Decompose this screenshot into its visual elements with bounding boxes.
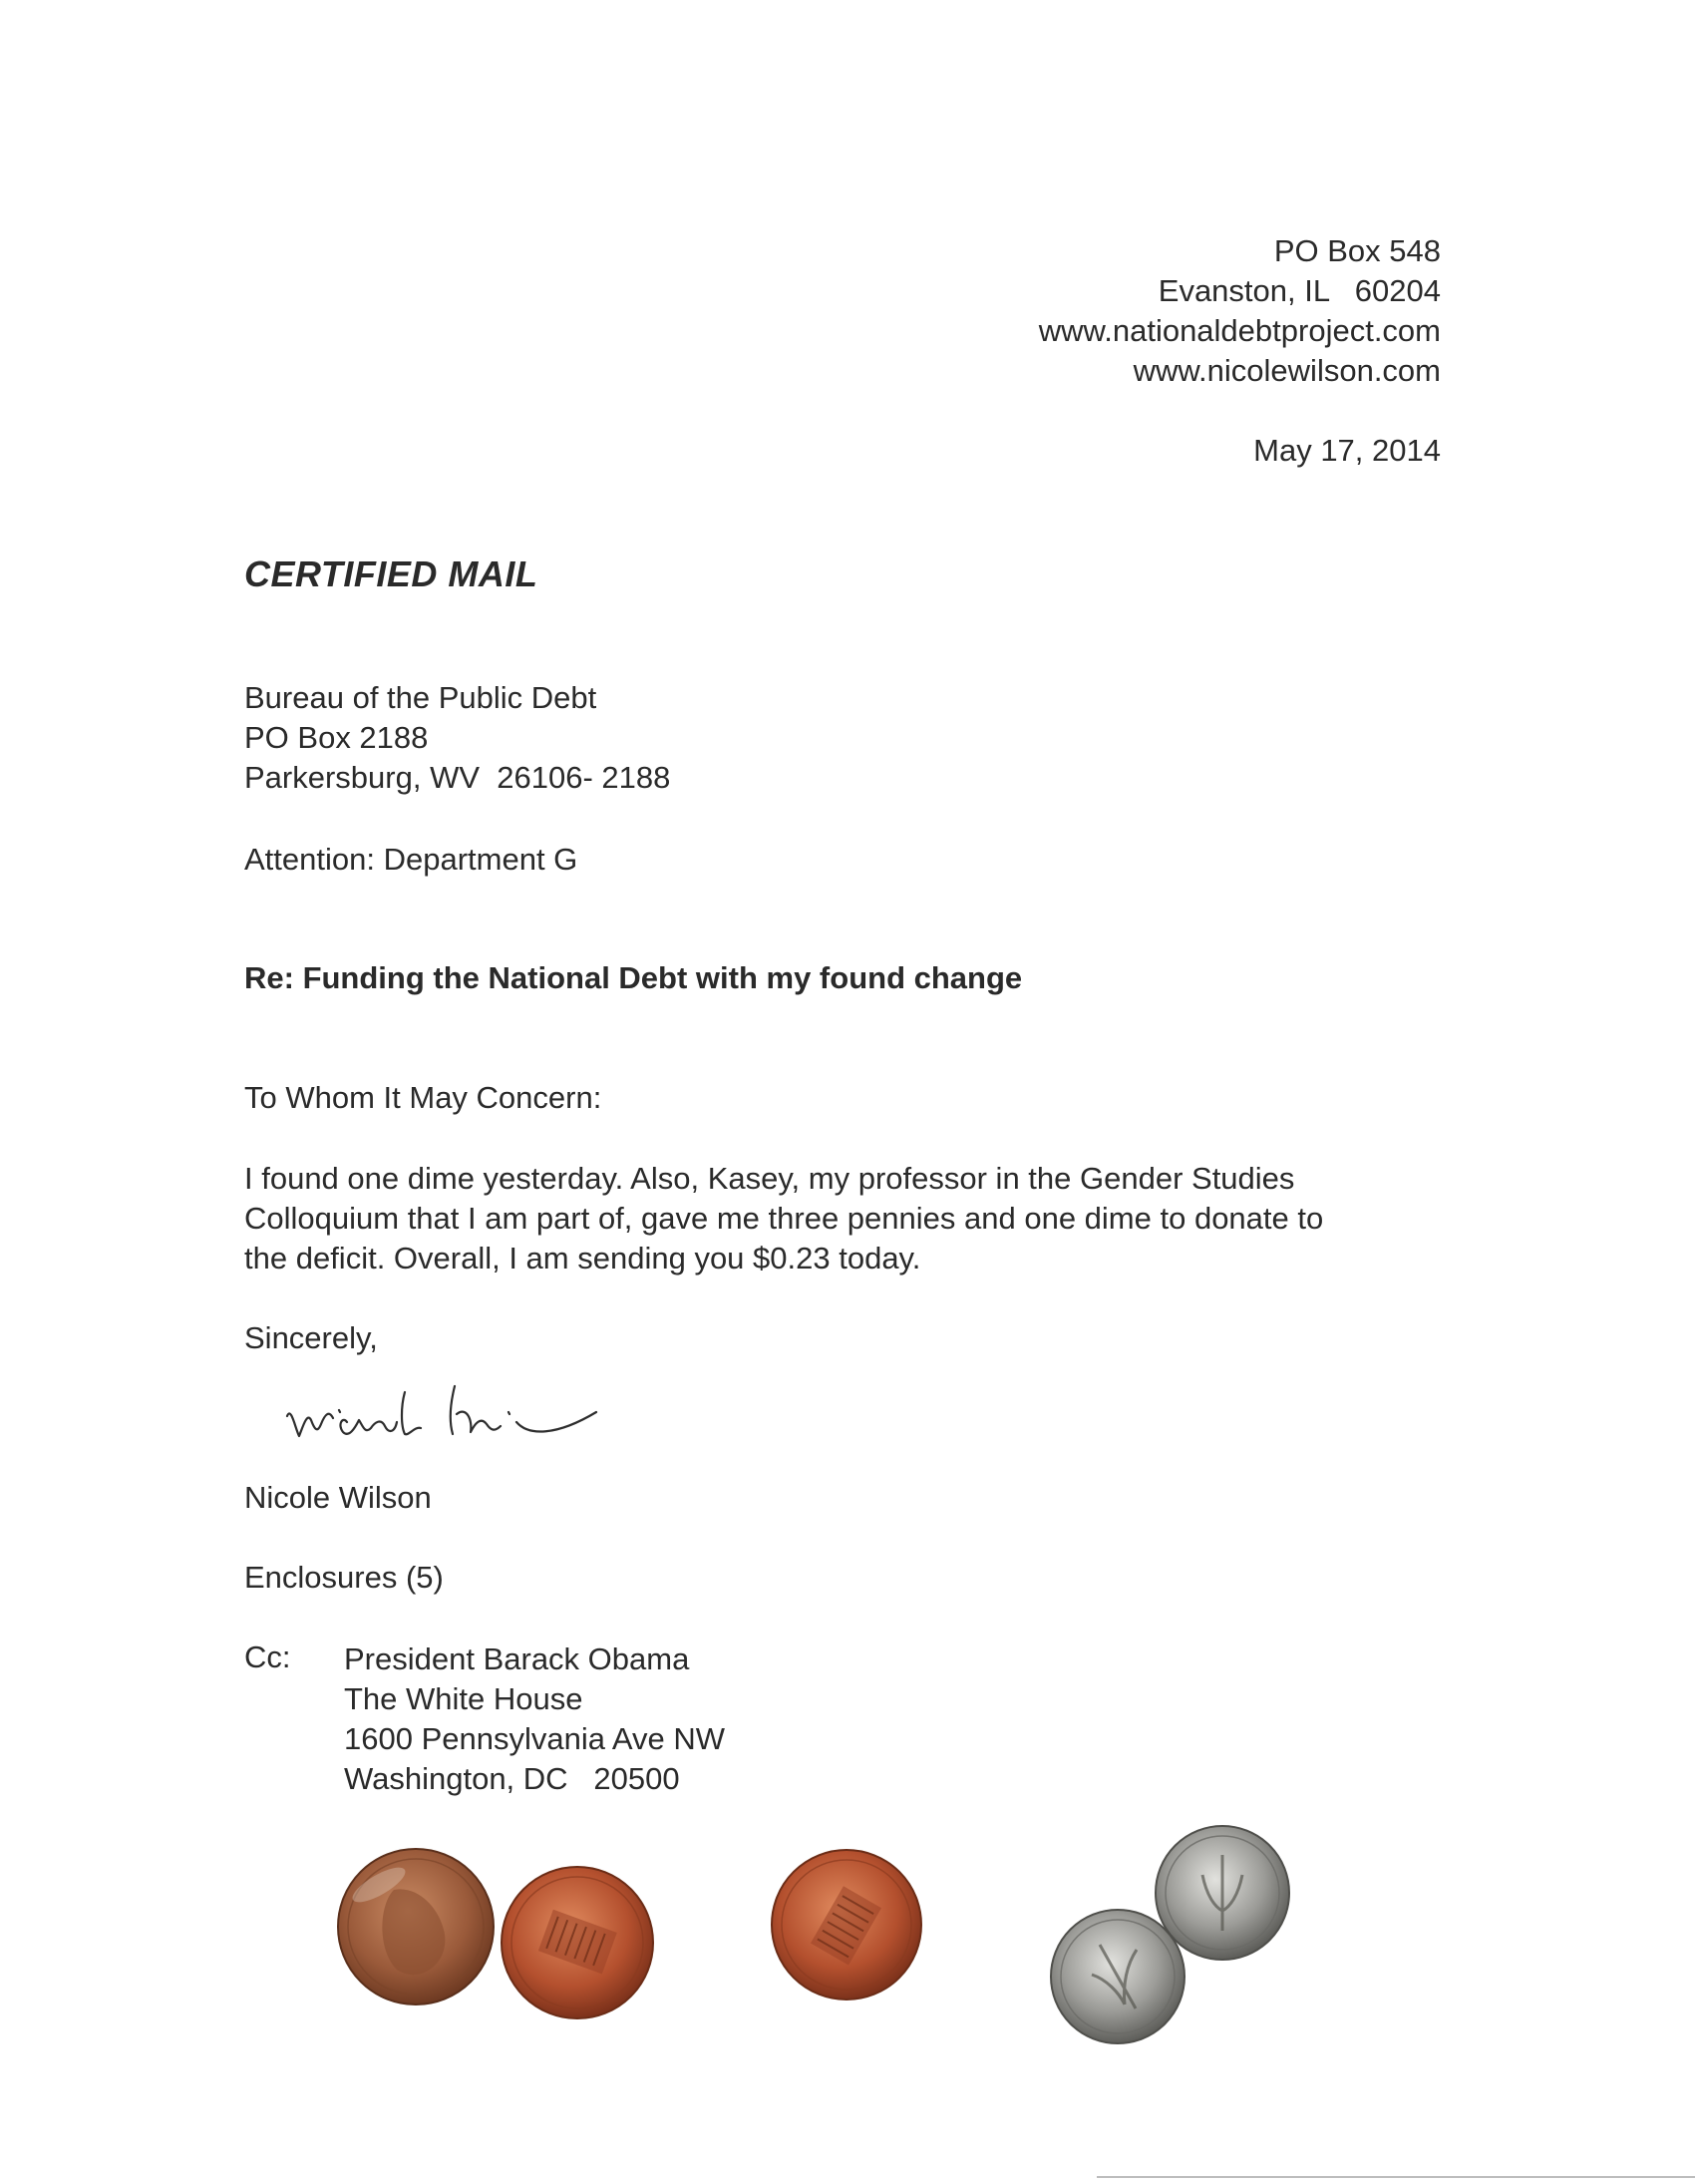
body-line: I found one dime yesterday. Also, Kasey, my professor in the Gender Studies: [244, 1161, 1295, 1196]
body-paragraph: [244, 1159, 1441, 1278]
penny-coin: [338, 1849, 494, 2004]
body-line: the deficit. Overall, I am sending you $0.23 today.: [244, 1241, 921, 1275]
signer-name: Nicole Wilson: [244, 1480, 432, 1515]
cc-city-state-zip: Washington, DC 20500: [344, 1761, 680, 1796]
dime-coin: [1051, 1910, 1185, 2043]
salutation: To Whom It May Concern:: [244, 1080, 602, 1115]
letter-date: May 17, 2014: [1253, 433, 1441, 468]
sender-address: [1039, 231, 1441, 391]
enclosures-line: Enclosures (5): [244, 1560, 444, 1595]
cc-label: Cc:: [244, 1639, 291, 1674]
body-line: Colloquium that I am part of, gave me three pennies and one dime to donate to: [244, 1201, 1324, 1236]
cc-organization: The White House: [344, 1681, 583, 1716]
penny-coin: [502, 1867, 653, 2018]
page-edge-rule: [1097, 2176, 1695, 2178]
sender-city-state-zip: Evanston, IL 60204: [1158, 273, 1441, 308]
sender-po-box: PO Box 548: [1273, 233, 1441, 268]
cc-address: [344, 1639, 725, 1799]
mail-type-heading: CERTIFIED MAIL: [244, 553, 538, 594]
closing: Sincerely,: [244, 1320, 378, 1355]
recipient-address: [244, 678, 670, 798]
sender-website-2: www.nicolewilson.com: [1133, 353, 1441, 388]
recipient-name: Bureau of the Public Debt: [244, 680, 597, 715]
cc-street: 1600 Pennsylvania Ave NW: [344, 1721, 725, 1756]
dime-coin: [1156, 1826, 1289, 1960]
subject-line: Re: Funding the National Debt with my found change: [244, 960, 1023, 995]
handwritten-signature: [277, 1376, 606, 1456]
penny-coin: [772, 1850, 921, 2000]
recipient-po-box: PO Box 2188: [244, 720, 429, 755]
recipient-city-state-zip: Parkersburg, WV 26106- 2188: [244, 760, 671, 795]
sender-website-1: www.nationaldebtproject.com: [1038, 313, 1441, 348]
cc-name: President Barack Obama: [344, 1641, 690, 1676]
attention-line: Attention: Department G: [244, 842, 578, 877]
